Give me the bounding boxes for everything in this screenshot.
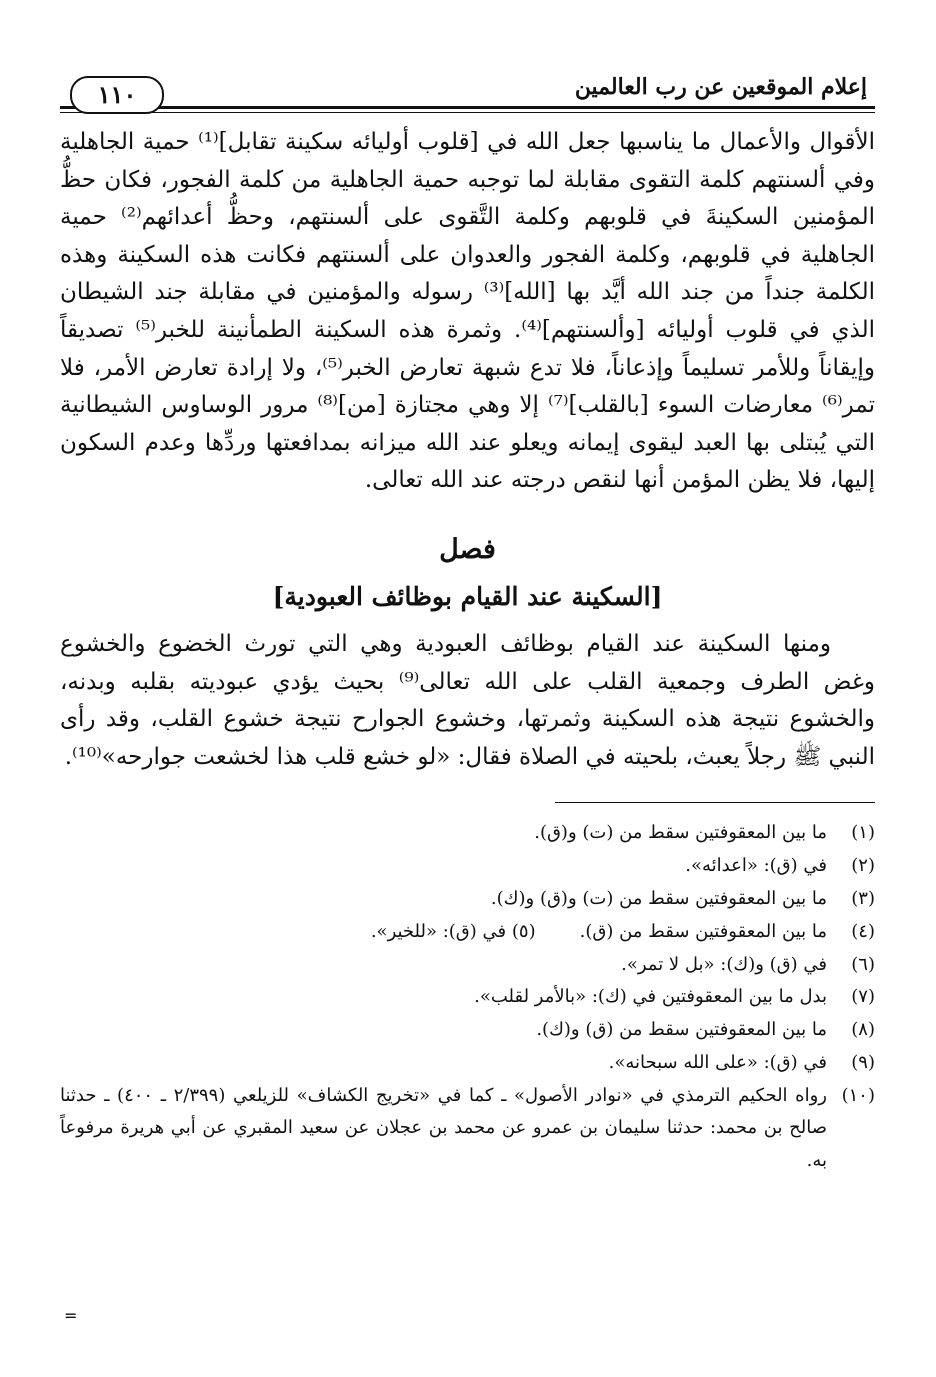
footnote-item xyxy=(60,817,875,850)
footnote-item xyxy=(60,1080,875,1178)
footnote-number: (١) xyxy=(851,822,875,844)
footnote-number: (٦) xyxy=(851,953,875,975)
running-header xyxy=(60,58,875,118)
header-rule xyxy=(60,106,875,109)
footnote-text: بدل ما بين المعقوفتين في (ك): «بالأمر لقلب». xyxy=(474,986,827,1008)
footnote-item xyxy=(60,949,875,982)
footnote-number: (٧) xyxy=(851,986,875,1008)
header-rule-thin xyxy=(60,112,875,113)
footnote-item xyxy=(60,1047,875,1080)
book-page xyxy=(60,40,875,1340)
footnote-text: ما بين المعقوفتين سقط من (ت) و(ق) و(ك). xyxy=(490,887,827,909)
section-subheading: [السكينة عند القيام بوظائف العبودية] xyxy=(272,581,663,611)
footnotes xyxy=(60,817,875,1178)
book-title: إعلام الموقعين عن رب العالمين xyxy=(574,74,867,100)
footnote-text: ما بين المعقوفتين سقط من (ق) و(ك). xyxy=(536,1019,827,1041)
footnote-number: (٨) xyxy=(851,1019,875,1041)
paragraph-1: الأقوال والأعمال ما يناسبها جعل الله في [قلوب أوليائه سكينة تقابل]⁽¹⁾ حمية الجاهلية وفي ألسنتهم كلمة التقوى مقابلة لما توجبه حمية الجاهلية من كلمة الفجور، فكان حظُّ المؤمنين السكينةَ في قلوبهم وكلمة التَّقوى على ألسنتهم، وحظُّ أعدائهم⁽²⁾ حمية الجاهلية في قلوبهم، وكلمة الفجور والعدوان على ألسنتهم فكانت هذه السكينة وهذه الكلمة جنداً من جند الله أيَّد بها [الله]⁽³⁾ رسوله والمؤمنين في مقابلة جند الشيطان الذي في قلوب أوليائه [وألسنتهم]⁽⁴⁾. وثمرة هذه السكينة الطمأنينة للخبر⁽⁵⁾ تصديقاً وإيقاناً وللأمر تسليماً وإذعاناً، فلا تدع شبهة تعارض الخبر⁽⁵⁾، ولا إرادة تعارض الأمر، فلا تمر⁽⁶⁾ معارضات السوء [بالقلب]⁽⁷⁾ إلا وهي مجتازة [من]⁽⁸⁾ مرور الوساوس الشيطانية التي يُبتلى بها العبد ليقوى إيمانه ويعلو عند الله ميزانه بمدافعتها وردِّها وعدم السكون إليها، فلا يظن المؤمن أنها لنقص درجته عند الله تعالى. xyxy=(60,129,876,494)
footnote-number: (١٠) xyxy=(841,1084,875,1106)
footnote-text: في (ق): «اعدائه». xyxy=(685,855,827,877)
footnote-item xyxy=(60,916,875,949)
footnote-number: (٤) xyxy=(851,920,875,942)
footnote-number: (٣) xyxy=(851,887,875,909)
footnote-number: (٥) xyxy=(511,920,536,942)
footnote-text: في (ق): «على الله سبحانه». xyxy=(608,1051,827,1073)
footnote-number: (٢) xyxy=(851,855,875,877)
continuation-mark: = xyxy=(64,1306,78,1325)
footnote-text: في (ق): «للخير». xyxy=(370,920,507,942)
paragraph-2: ومنها السكينة عند القيام بوظائف العبودية وهي التي تورث الخضوع والخشوع وغض الطرف وجمعية القلب على الله تعالى⁽⁹⁾ بحيث يؤدي عبوديته بقلبه وبدنه، والخشوع نتيجة هذه السكينة وثمرتها، وخشوع الجوارح نتيجة خشوع القلب، وقد رأى النبي ﷺ رجلاً يعبث، بلحيته في الصلاة فقال: «لو خشع قلب هذا لخشعت جوارحه»⁽¹⁰⁾. xyxy=(60,630,875,770)
page-number-badge: ١١٠ xyxy=(70,76,164,114)
footnote-text: ما بين المعقوفتين سقط من (ت) و(ق). xyxy=(534,822,827,844)
footnote-text: رواه الحكيم الترمذي في «نوادر الأصول» ـ كما في «تخريج الكشاف» للزيلعي (٢/٣٩٩ ـ ٤٠٠) ـ حدثنا صالح بن محمد: حدثنا سليمان بن عمرو عن محمد بن عجلان عن سعيد المقبري عن أبي هريرة مرفوعاً به. xyxy=(60,1084,827,1172)
footnote-text: ما بين المعقوفتين سقط من (ق). xyxy=(579,920,827,942)
section-heading: فصل xyxy=(439,533,496,565)
footnote-text-pair xyxy=(60,916,827,949)
main-text xyxy=(60,124,875,1178)
footnote-text: في (ق) و(ك): «بل لا تمر». xyxy=(621,953,827,975)
footnote-item xyxy=(60,883,875,916)
footnote-item xyxy=(60,850,875,883)
footnote-item xyxy=(60,981,875,1014)
footnote-item xyxy=(60,1014,875,1047)
footnote-separator xyxy=(555,802,875,803)
footnote-number: (٩) xyxy=(851,1051,875,1073)
